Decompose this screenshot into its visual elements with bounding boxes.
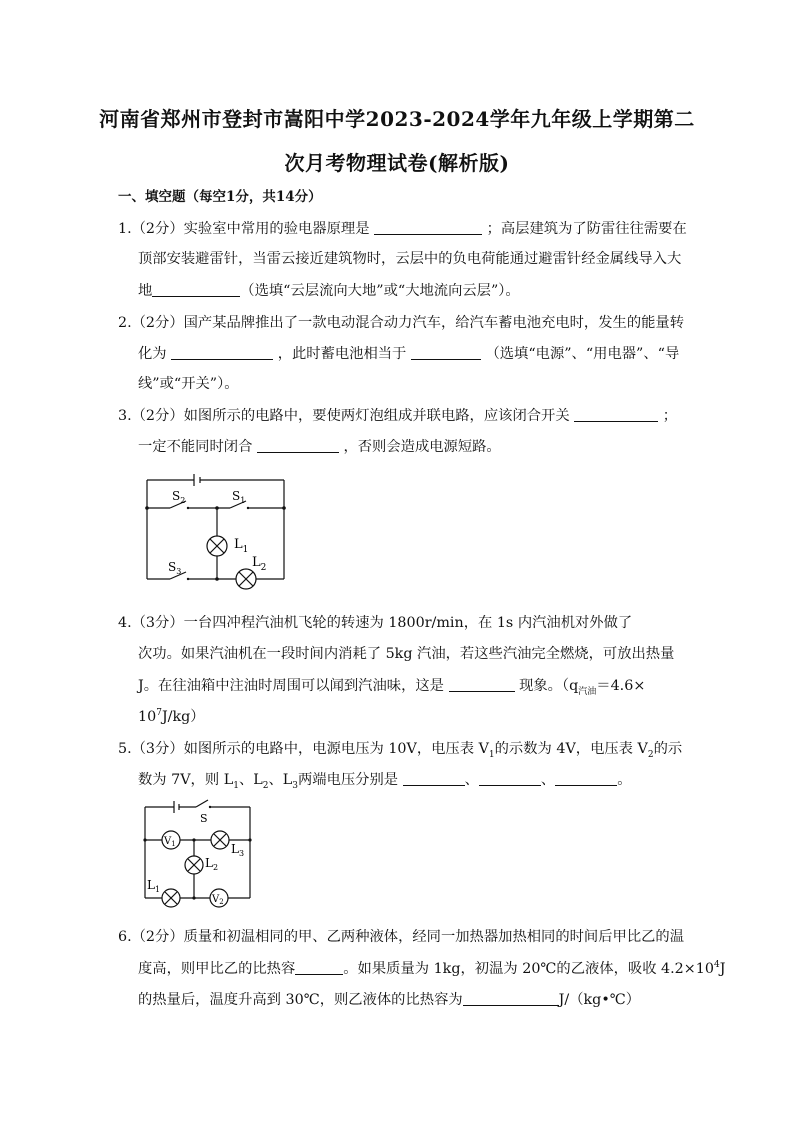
q5-sub-v1: 1 (488, 749, 495, 760)
q3-line1 (118, 405, 677, 425)
q5-blank3[interactable] (555, 771, 617, 786)
q1-text-c: 地 (138, 283, 153, 299)
q3-text-c: 一定不能同时闭合 (138, 439, 253, 455)
q4-blank[interactable] (449, 677, 515, 692)
page-title-line2: 次月考物理试卷(解析版) (284, 151, 510, 175)
q2-line3: 线”或“开关”）。 (138, 376, 239, 392)
q3-label-s1: $S_1$ (232, 489, 246, 505)
q4-line2: 次功。如果汽油机在一段时间内消耗了 5kg 汽油，若这些汽油完全燃烧，可放出热量 (138, 646, 675, 662)
q1-line2: 顶部安装避雷针，当雷云接近建筑物时，云层中的负电荷能通过避雷针经金属线导入大 (138, 251, 682, 267)
q3-label-s2: $S_2$ (172, 489, 186, 505)
q4-text-a: J。在往油箱中注油时周围可以闻到汽油味，这是 (138, 678, 444, 694)
q5-sub-l1: 1 (233, 780, 239, 791)
q1-text-d: （选填“云层流向大地”或“大地流向云层”）。 (240, 283, 520, 299)
q5-switch-s-blade (196, 800, 208, 807)
q6-sup-exponent: 4 (713, 960, 720, 971)
q6-text-b: 。如果质量为 1kg，初温为 20℃的乙液体，吸收 4.2×10 (343, 961, 714, 977)
q3-text-d: ，否则会造成电源短路。 (343, 439, 501, 455)
q5-blank1[interactable] (403, 771, 465, 786)
q4-line1: 4.（3分）一台四冲程汽油机飞轮的转速为 1800r/min，在 1s 内汽油机对外做了 (118, 615, 633, 631)
q2-text-b: ，此时蓄电池相当于 (277, 346, 407, 362)
q4-sub-gasoline: 汽油 (578, 686, 597, 697)
q6-line2 (138, 958, 725, 978)
q5-label-l1: $L_1$ (147, 878, 161, 894)
section-heading: 一、填空题（每空1分，共14分） (118, 189, 322, 205)
q4-line3 (138, 675, 645, 697)
q6-text-d: 的热量后，温度升高到 30℃，则乙液体的比热容为 (138, 992, 463, 1008)
q4-text-c: ＝4.6× (596, 678, 646, 694)
q2-blank1[interactable] (171, 345, 273, 360)
q6-blank2[interactable] (463, 991, 559, 1006)
q5-label-l3: $L_3$ (231, 842, 245, 858)
q5-circuit-diagram (140, 795, 260, 910)
q4-text-e: J/kg） (161, 709, 205, 725)
q1-text-a: 1.（2分）实验室中常用的验电器原理是 (118, 221, 370, 237)
q3-text-b: ； (662, 408, 678, 424)
q3-blank2[interactable] (257, 438, 339, 453)
q3-line2 (138, 436, 501, 456)
q2-text-a: 化为 (138, 346, 167, 362)
q5-sep1: 、 (464, 772, 479, 788)
q5-sep2: 、 (540, 772, 556, 788)
q4-sup-exponent: 7 (156, 708, 162, 719)
q6-text-a: 度高，则甲比乙的比热容 (138, 961, 296, 977)
q5-line2 (138, 769, 632, 791)
q6-line1: 6.（2分）质量和初温相同的甲、乙两种液体，经同一加热器加热相同的时间后甲比乙的温 (118, 929, 685, 945)
q4-text-d: 10 (138, 709, 157, 725)
q5-text-d: 数为 7V，则 L (138, 772, 234, 788)
q5-text-b: 的示数为 4V，电压表 V (494, 741, 648, 757)
q3-blank1[interactable] (574, 407, 658, 422)
q1-text-b: ；高层建筑为了防雷往往需要在 (486, 221, 687, 237)
q5-label-l2: $L_2$ (205, 856, 219, 872)
q5-sub-l3: 3 (292, 780, 298, 791)
q5-sub-v2: 2 (647, 749, 654, 760)
q5-text-a: 5.（3分）如图所示的电路中，电源电压为 10V，电压表 V (118, 741, 489, 757)
q2-blank2[interactable] (411, 345, 481, 360)
q5-label-v2: $V_2$ (212, 894, 224, 906)
q6-blank1[interactable] (295, 960, 343, 975)
q5-line1 (118, 738, 682, 760)
q6-text-e: J/（kg•℃） (558, 992, 641, 1008)
q3-label-l1: $L_1$ (234, 537, 249, 555)
q5-text-c: 的示 (653, 741, 683, 757)
q3-label-s3: $S_3$ (168, 560, 182, 576)
q5-text-f: 、L (268, 772, 293, 788)
q1-blank1[interactable] (374, 220, 482, 235)
q1-line1 (118, 218, 687, 238)
q3-text-a: 3.（2分）如图所示的电路中，要使两灯泡组成并联电路，应该闭合开关 (118, 408, 570, 424)
q4-text-b: 现象。（q (519, 678, 579, 694)
q5-end: 。 (617, 772, 632, 788)
q1-line3 (138, 280, 520, 300)
q5-text-g: 两端电压分别是 (298, 772, 399, 788)
page-title-line1: 河南省郑州市登封市嵩阳中学2023-2024学年九年级上学期第二 (99, 107, 695, 131)
q5-blank2[interactable] (479, 771, 541, 786)
q3-circuit-diagram (140, 468, 295, 590)
q5-text-e: 、L (238, 772, 263, 788)
q3-label-l2: $L_2$ (252, 555, 267, 573)
q2-text-c: （选填“电源”、“用电器”、“导 (485, 346, 680, 362)
q6-line3 (138, 989, 640, 1009)
q5-sub-l2: 2 (262, 780, 269, 791)
q2-line2 (138, 343, 679, 363)
q4-line4 (138, 706, 205, 726)
q2-line1: 2.（2分）国产某品牌推出了一款电动混合动力汽车，给汽车蓄电池充电时，发生的能量转 (118, 315, 685, 331)
q6-text-c: J (719, 961, 726, 977)
q5-label-v1: $V_1$ (164, 836, 176, 848)
q1-blank2[interactable] (152, 282, 240, 297)
q5-label-s: S (200, 812, 208, 825)
